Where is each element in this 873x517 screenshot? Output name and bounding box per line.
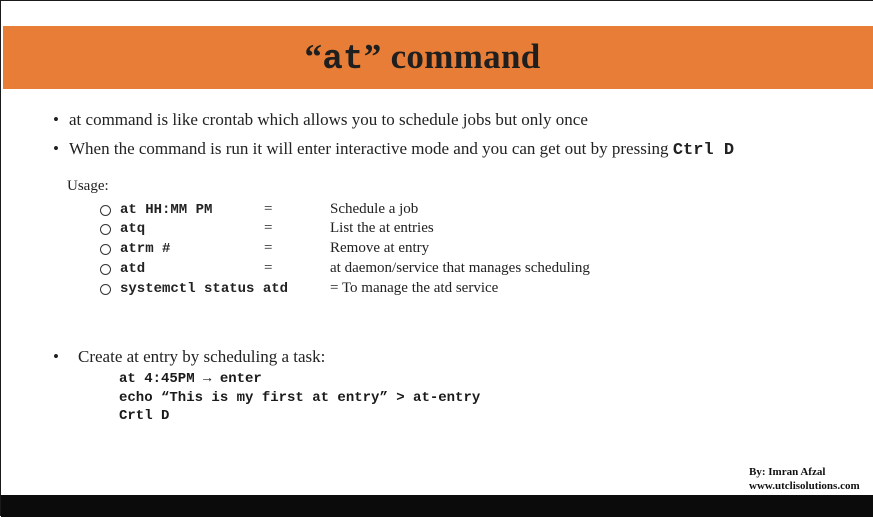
equals-sign: = — [264, 240, 273, 256]
equals-sign: = — [264, 201, 273, 217]
usage-row — [100, 221, 660, 241]
usage-row — [100, 261, 660, 281]
keyboard-shortcut: Ctrl D — [672, 141, 735, 160]
usage-description: Remove at entry — [330, 240, 430, 256]
circle-bullet-icon — [100, 205, 111, 216]
usage-command: atrm # — [120, 241, 171, 257]
footer-bar — [1, 495, 873, 517]
usage-command: at HH:MM PM — [120, 202, 213, 218]
code-line: echo “This is my first at entry” > at-entry — [119, 390, 481, 406]
usage-description: at daemon/service that manages scheduling — [330, 260, 590, 276]
circle-bullet-icon — [100, 244, 111, 255]
title-rest: ” command — [363, 36, 541, 76]
equals-sign: = — [264, 260, 273, 276]
bullet-dot-icon: • — [53, 139, 59, 158]
code-line: Crtl D — [119, 408, 170, 424]
bullet-text — [69, 139, 734, 160]
circle-bullet-icon — [100, 224, 111, 235]
usage-command: systemctl status atd — [120, 281, 289, 297]
code-line: at 4:45PM → enter — [119, 371, 262, 387]
title-code: at — [322, 40, 364, 79]
usage-description: List the at entries — [330, 220, 434, 236]
bullet-text-main: When the command is run it will enter interactive mode and you can get out by pressing — [69, 139, 673, 158]
credit-author: By: Imran Afzal — [749, 466, 826, 478]
circle-bullet-icon — [100, 284, 111, 295]
usage-row — [100, 281, 660, 301]
bullet-text: Create at entry by scheduling a task: — [78, 347, 326, 366]
circle-bullet-icon — [100, 264, 111, 275]
bullet-text: at command is like crontab which allows you to schedule jobs but only once — [69, 110, 588, 129]
usage-row — [100, 241, 660, 261]
usage-description: Schedule a job — [330, 201, 419, 217]
title-quote-open: “ — [304, 36, 323, 76]
credit-website: www.utclisolutions.com — [749, 480, 860, 492]
usage-command: atq — [120, 221, 146, 237]
title-bar — [3, 26, 873, 89]
slide-title — [305, 37, 541, 79]
usage-command: atd — [120, 261, 146, 277]
bullet-dot-icon: • — [53, 347, 59, 366]
usage-label: Usage: — [67, 178, 109, 194]
bullet-dot-icon: • — [53, 110, 59, 129]
equals-sign: = — [264, 220, 273, 236]
usage-description: = To manage the atd service — [330, 280, 499, 296]
usage-row — [100, 202, 660, 222]
